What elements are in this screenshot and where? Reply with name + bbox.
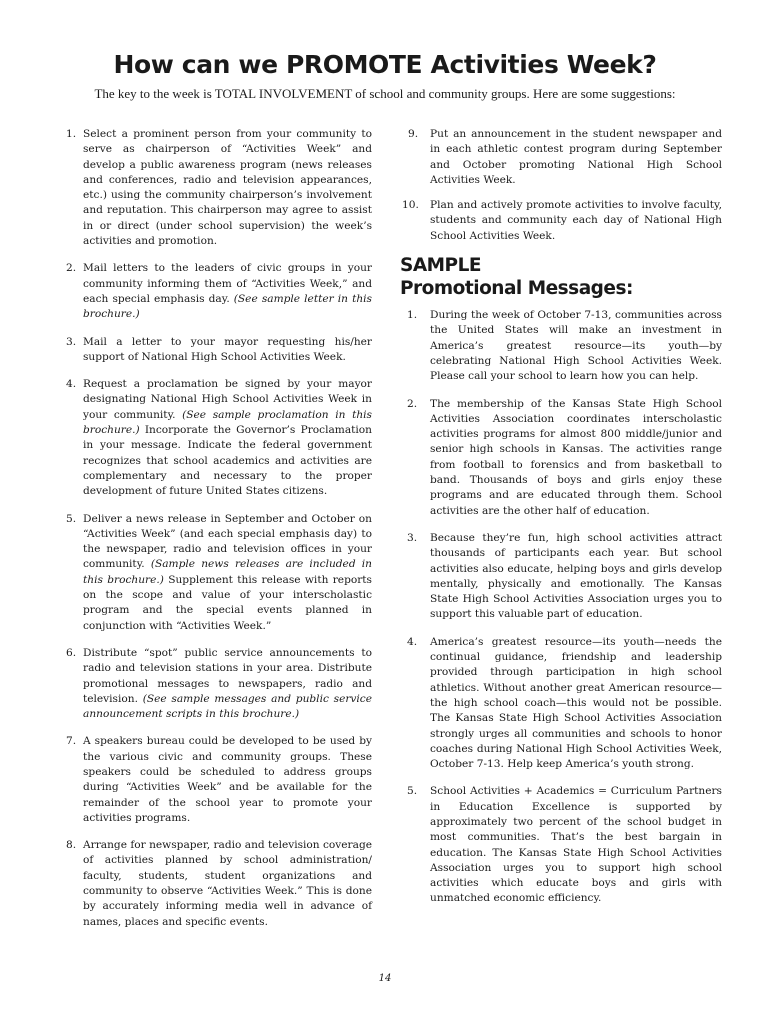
item-note: (See sample proclamation in this brochure.) <box>83 408 372 437</box>
suggestion-item <box>66 734 372 826</box>
item-number: 3. <box>407 531 418 544</box>
item-number: 6. <box>66 646 77 659</box>
suggestion-item <box>66 261 372 322</box>
promo-message-item <box>400 397 722 519</box>
suggestions-list-continued <box>400 127 722 244</box>
item-number: 5. <box>66 512 77 525</box>
item-text: Request a proclamation be signed by your mayor designating National High School Activities Week in your community. <box>83 378 372 421</box>
promo-message-item <box>400 531 722 623</box>
item-number: 7. <box>66 735 77 748</box>
item-text: The membership of the Kansas State High School Activities Association coordinates interscholastic activities programs for almost 800 middle/junior and senior high schools in Kansas. The activities range from football to forensics and from basketball to band. Thousands of boys and girls enjoy these programs and are educated through them. School activities are the other half of education. <box>430 397 722 517</box>
suggestion-item <box>66 335 372 366</box>
suggestions-list <box>66 127 372 930</box>
item-number: 4. <box>407 635 418 648</box>
page-title: How can we PROMOTE Activities Week? <box>113 50 657 79</box>
item-text: Select a prominent person from your community to serve as chairperson of “Activities Week” and develop a public awareness program (news releases and conferences, radio and television appearances, etc.) using the community chairperson’s involvement and reputation. This chairperson may agree to assist in or direct (under school supervision) the week’s activities and promotion. <box>83 128 372 248</box>
suggestions-column-left <box>66 127 372 942</box>
sample-heading-line1: SAMPLE <box>400 255 482 277</box>
item-text: Arrange for newspaper, radio and television coverage of activities planned by school administration/ faculty, students, student organizations and community to observe “Activities Week.” This is done by accurately informing media well in advance of names, places and specific events. <box>83 839 372 928</box>
suggestion-item <box>66 377 372 499</box>
item-text: America’s greatest resource—its youth—needs the continual guidance, friendship and leadership provided through participation in high school athletics. Without another great American resource—the high school coach—this would not be possible. The Kansas State High School Activities Association strongly urges all communities and schools to honor coaches during National High School Activities Week, October 7-13. Help keep America’s youth strong. <box>430 635 722 771</box>
promo-message-item <box>400 308 722 384</box>
item-note: (See sample messages and public service announcement scripts in this brochure.) <box>83 692 372 721</box>
item-number: 9. <box>408 128 419 140</box>
item-note: (Sample news releases are included in this brochure.) <box>83 558 372 586</box>
item-number: 10. <box>402 199 419 212</box>
item-number: 5. <box>407 785 418 798</box>
page-number: 14 <box>378 973 392 984</box>
item-text: During the week of October 7-13, communities across the United States will make an investment in America’s greatest resource—its youth—by celebrating National High School Activities Week. Please call your school to learn how you can help. <box>430 309 722 383</box>
item-text: Mail a letter to your mayor requesting his/her support of National High School Activities Week. <box>83 335 372 363</box>
suggestion-item <box>400 198 722 244</box>
suggestion-item <box>66 512 372 634</box>
sample-heading-line2: Promotional Messages: <box>400 278 633 300</box>
suggestions-column-right <box>400 127 722 919</box>
item-text: Put an announcement in the student newspaper and in each athletic contest program during September and October promoting National High School Activities Week. <box>430 128 722 186</box>
item-number: 1. <box>407 309 418 322</box>
suggestion-item <box>400 127 722 188</box>
promo-message-item <box>400 784 722 906</box>
item-text-continued: Supplement this release with reports on the scope and value of your interscholastic program and the special events planned in conjunction with “Activities Week.” <box>83 573 372 632</box>
item-number: 3. <box>66 335 77 348</box>
promo-message-item <box>400 635 722 773</box>
suggestion-item <box>66 127 372 249</box>
suggestion-item <box>66 646 372 722</box>
item-text: Mail letters to the leaders of civic groups in your community informing them of “Activities Week,” and each special emphasis day. <box>83 262 372 305</box>
item-text: A speakers bureau could be developed to be used by the various civic and community groups. These speakers could be scheduled to address groups during “Activities Week” and be available for the remainder of the school year to promote your activities programs. <box>83 735 372 824</box>
suggestion-item <box>66 838 372 930</box>
item-number: 4. <box>66 378 77 391</box>
item-text: Deliver a news release in September and October on “Activities Week” (and each special emphasis day) to the newspaper, radio and television offices in your community. <box>83 512 372 571</box>
item-number: 2. <box>407 397 418 410</box>
item-text: School Activities + Academics = Curriculum Partners in Education Excellence is supported by approximately two percent of the school budget in most communities. That’s the best bargain in education. The Kansas State High School Activities Association urges you to support high school activities which educate boys and girls with unmatched economic efficiency. <box>430 785 722 905</box>
item-number: 8. <box>66 839 77 852</box>
item-text: Distribute “spot” public service announcements to radio and television stations in your area. Distribute promotional messages to newspapers, radio and television. <box>83 646 372 705</box>
item-number: 1. <box>66 128 77 140</box>
item-text-continued: Incorporate the Governor’s Proclamation in your message. Indicate the federal government recognizes that school academics and activities are complementary and necessary to the proper development of future United States citizens. <box>83 424 372 498</box>
item-note: (See sample letter in this brochure.) <box>83 292 372 321</box>
item-text: Plan and actively promote activities to involve faculty, students and community each day of National High School Activities Week. <box>430 199 722 242</box>
sample-messages-heading <box>400 254 722 300</box>
item-number: 2. <box>66 262 77 275</box>
item-text: Because they’re fun, high school activities attract thousands of participants each year. But school activities also educate, helping boys and girls develop mentally, physically and emotionally. The Kansas State High School Activities Association urges you to support this valuable part of education. <box>430 531 722 621</box>
page-subtitle: The key to the week is TOTAL INVOLVEMENT of school and community groups. Here are some suggestions: <box>94 86 676 101</box>
promotional-messages-list <box>400 308 722 907</box>
